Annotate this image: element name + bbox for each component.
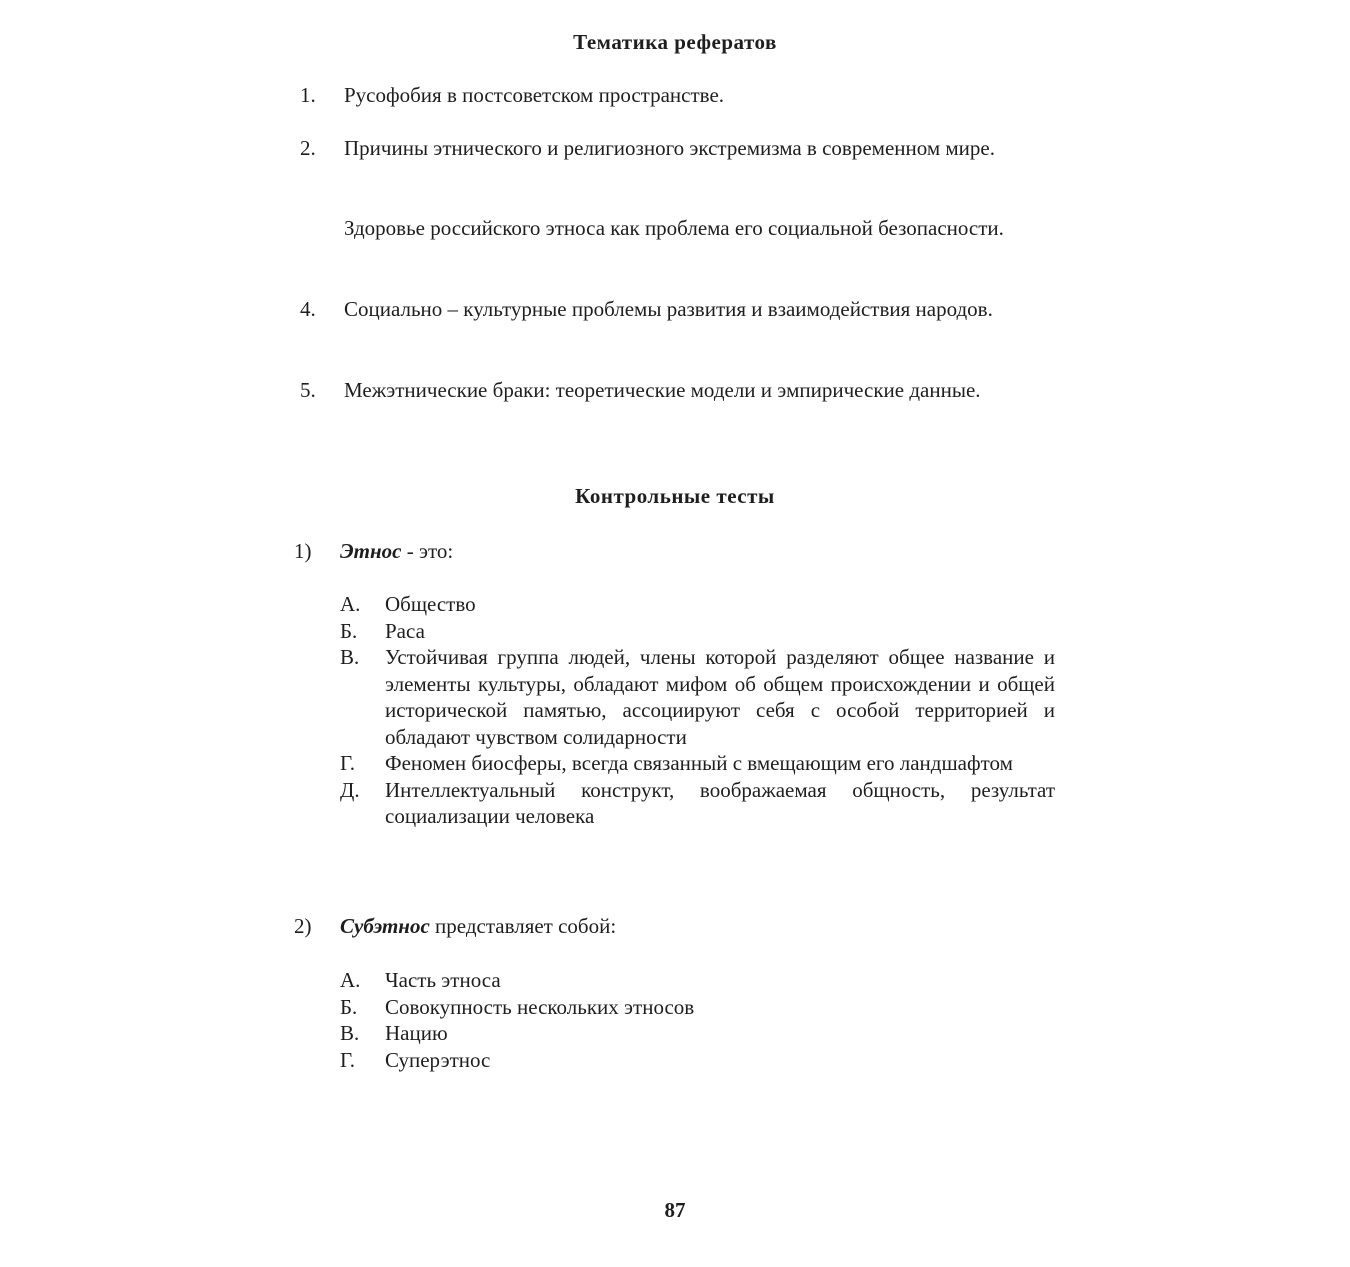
- option-text: Общество: [385, 592, 476, 616]
- option-text: Раса: [385, 618, 425, 643]
- answer-option-v: [340, 1020, 1055, 1047]
- question-text: - это:: [401, 539, 454, 563]
- option-text: Совокупность нескольких этносов: [385, 994, 695, 1019]
- answer-option-b: [340, 994, 1055, 1021]
- question-2: [294, 913, 1064, 940]
- answer-option-a: [340, 591, 1055, 618]
- option-text: Феномен биосферы, всегда связанный с вмещающим его ландшафтом: [385, 751, 1013, 775]
- option-text: Интеллектуальный конструкт, воображаемая общность, результат социализации человека: [385, 777, 1055, 828]
- option-letter: А.: [340, 592, 361, 616]
- topic-item-1: [300, 82, 1060, 109]
- option-letter: В.: [340, 1021, 360, 1045]
- topic-item-3: [300, 215, 1060, 242]
- question-term: Субэтнос: [340, 914, 430, 938]
- tests-heading: Контрольные тесты: [575, 484, 775, 508]
- option-letter: Г.: [340, 751, 356, 775]
- answer-option-v: [340, 644, 1055, 750]
- topics-heading: Тематика рефератов: [573, 30, 777, 54]
- topic-text: Причины этнического и религиозного экстремизма в современном мире.: [344, 136, 995, 160]
- topic-item-2: [300, 135, 1060, 162]
- option-text: Суперэтнос: [385, 1047, 491, 1072]
- topic-text: Здоровье российского этноса как проблема его социальной безопасности.: [344, 216, 1004, 240]
- answer-option-g: [340, 750, 1055, 777]
- option-letter: А.: [340, 968, 361, 992]
- answer-option-a: [340, 967, 1055, 994]
- topic-text: Межэтнические браки: теоретические модели и эмпирические данные.: [344, 378, 981, 402]
- option-letter: Б.: [340, 994, 358, 1019]
- topic-number: 2.: [300, 136, 316, 160]
- topic-text: Русофобия в постсоветском пространстве.: [344, 83, 725, 107]
- page-number: 87: [664, 1198, 686, 1222]
- topic-item-4: [300, 296, 1060, 323]
- question-term: Этнос: [340, 539, 402, 563]
- question-number: 2): [294, 914, 312, 938]
- option-text: Устойчивая группа людей, члены которой разделяют общее название и элементы культуры, обладают мифом об общем происхождении и общей исторической памятью, ассоциируют себя с особой территорией и обладают чувством солидарности: [385, 645, 1055, 749]
- option-text: Нацию: [385, 1021, 448, 1045]
- question-text: представляет собой:: [429, 914, 617, 938]
- answer-option-d: [340, 777, 1055, 830]
- option-text: Часть этноса: [385, 968, 501, 992]
- option-letter: Б.: [340, 618, 358, 643]
- option-letter: В.: [340, 645, 360, 669]
- question-number: 1): [294, 539, 312, 563]
- topic-text: Социально – культурные проблемы развития и взаимодействия народов.: [344, 297, 993, 321]
- topic-number: 1.: [300, 83, 316, 107]
- topic-number: 5.: [300, 378, 316, 402]
- answer-option-b: [340, 618, 1055, 645]
- question-2-options: [340, 967, 1055, 1073]
- topic-number: 4.: [300, 297, 316, 321]
- question-1: [294, 538, 1064, 565]
- answer-option-g: [340, 1047, 1055, 1074]
- topic-item-5: [300, 377, 1060, 404]
- option-letter: Д.: [340, 777, 360, 802]
- question-1-options: [340, 591, 1055, 830]
- option-letter: Г.: [340, 1047, 356, 1072]
